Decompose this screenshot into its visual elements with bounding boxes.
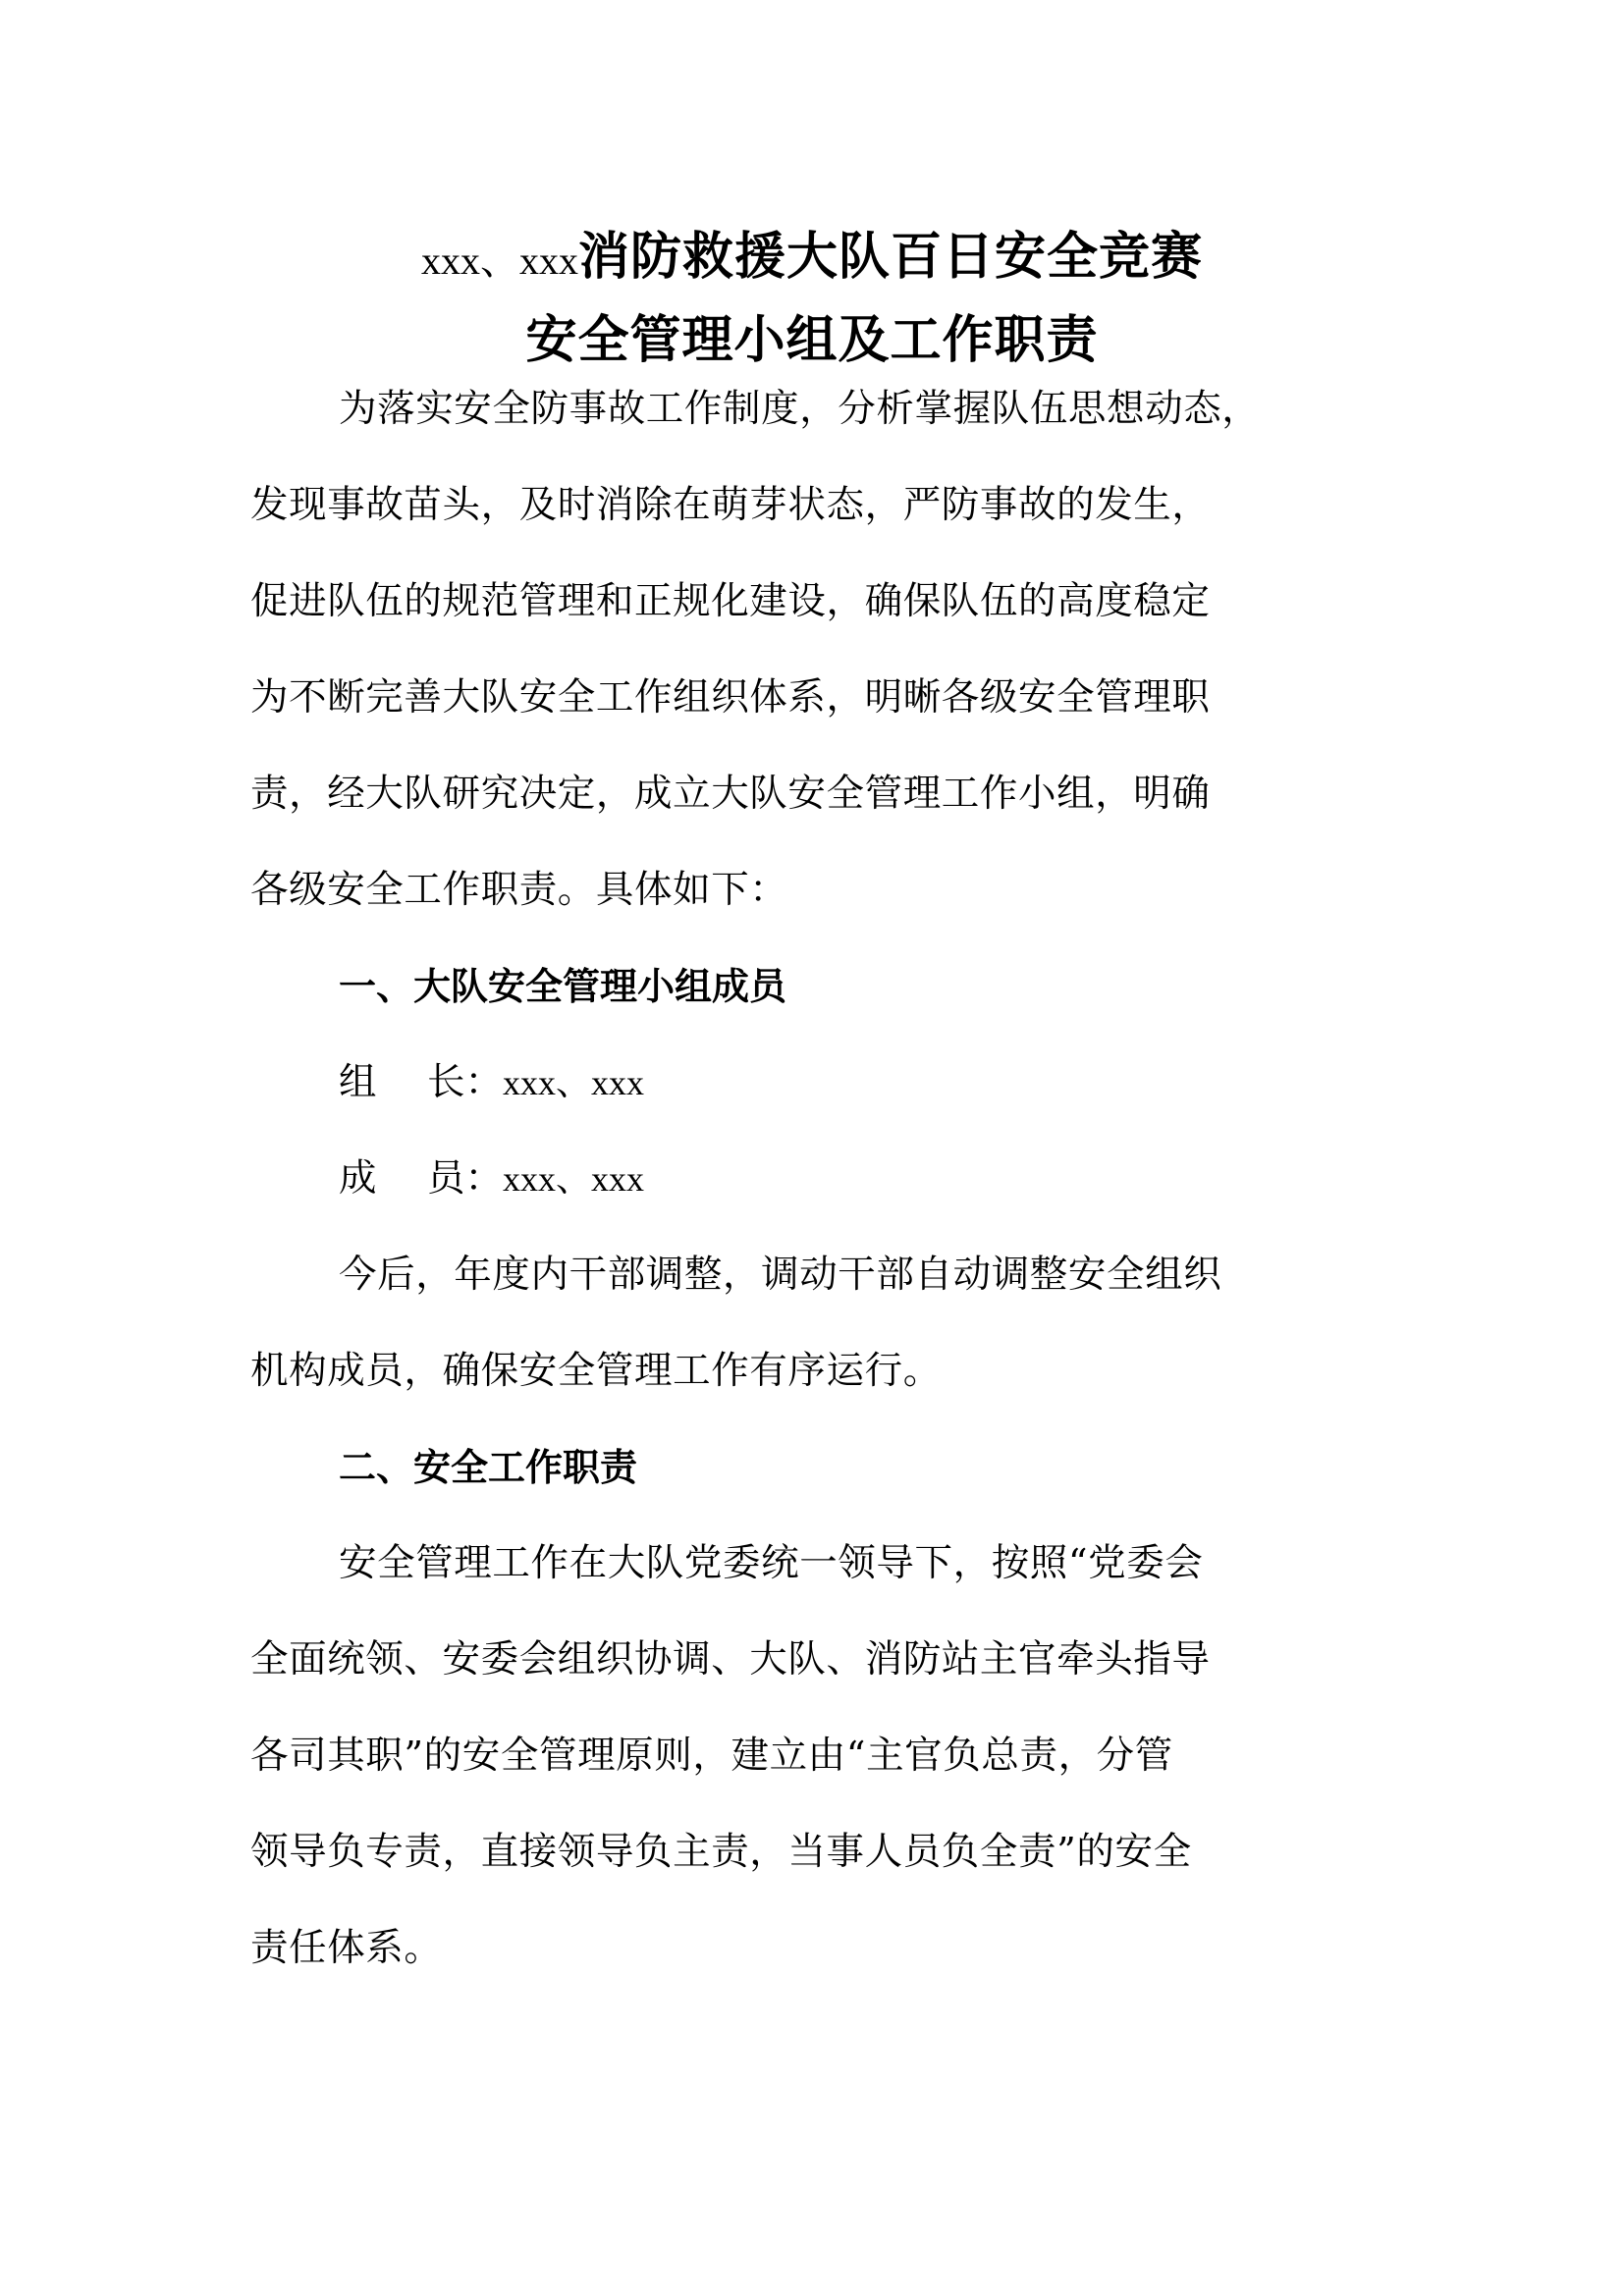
group-members-label-char2: 员： — [427, 1156, 504, 1201]
title-main: 消防救援大队百日安全竞赛 — [577, 227, 1203, 287]
title-line-2: 安全管理小组及工作职责 — [525, 310, 1099, 370]
group-leader-label-char2: 长： — [427, 1060, 504, 1104]
title-unit-placeholder: xxx、xxx — [420, 239, 578, 283]
section-2-heading: 二、安全工作职责 — [339, 1446, 638, 1489]
group-leader-value: xxx、xxx — [503, 1063, 645, 1102]
text-line: 为不断完善大队安全工作组织体系，明晰各级安全管理职 — [250, 675, 1211, 720]
text-line: 全面统领、安委会组织协调、大队、消防站主官牵头指导 — [250, 1637, 1211, 1682]
text-line: 各司其职”的安全管理原则，建立由“主官负总责，分管 — [250, 1734, 1173, 1778]
group-members-line — [250, 1131, 1389, 1227]
document-title — [0, 228, 1624, 370]
intro-paragraph — [250, 361, 1389, 650]
text-line: 责任体系。 — [250, 1926, 443, 1970]
group-members-value: xxx、xxx — [503, 1159, 645, 1199]
group-leader-line — [250, 1035, 1389, 1131]
document-body — [250, 361, 1389, 1997]
text-line: 促进队伍的规范管理和正规化建设，确保队伍的高度稳定 — [250, 579, 1211, 623]
purpose-paragraph — [250, 650, 1389, 938]
text-line: 机构成员，确保安全管理工作有序运行。 — [250, 1349, 942, 1393]
adjustment-note-paragraph — [250, 1227, 1389, 1419]
section-1-heading: 一、大队安全管理小组成员 — [339, 965, 787, 1008]
group-members-label-char1: 成 — [339, 1156, 377, 1201]
text-line: 今后，年度内干部调整，调动干部自动调整安全组织 — [339, 1253, 1222, 1297]
text-line: 领导负专责，直接领导负主责，当事人员负全责”的安全 — [250, 1830, 1192, 1874]
responsibilities-paragraph — [250, 1516, 1389, 1997]
text-line: 发现事故苗头，及时消除在萌芽状态，严防事故的发生， — [250, 483, 1211, 527]
text-line: 安全管理工作在大队党委统一领导下，按照“党委会 — [339, 1541, 1204, 1585]
text-line: 为落实安全防事故工作制度，分析掌握队伍思想动态， — [339, 387, 1261, 431]
title-line-1 — [0, 228, 1624, 287]
text-line: 责，经大队研究决定，成立大队安全管理工作小组，明确 — [250, 772, 1211, 816]
text-line: 各级安全工作职责。具体如下： — [250, 868, 788, 912]
group-leader-label-char1: 组 — [339, 1060, 377, 1104]
